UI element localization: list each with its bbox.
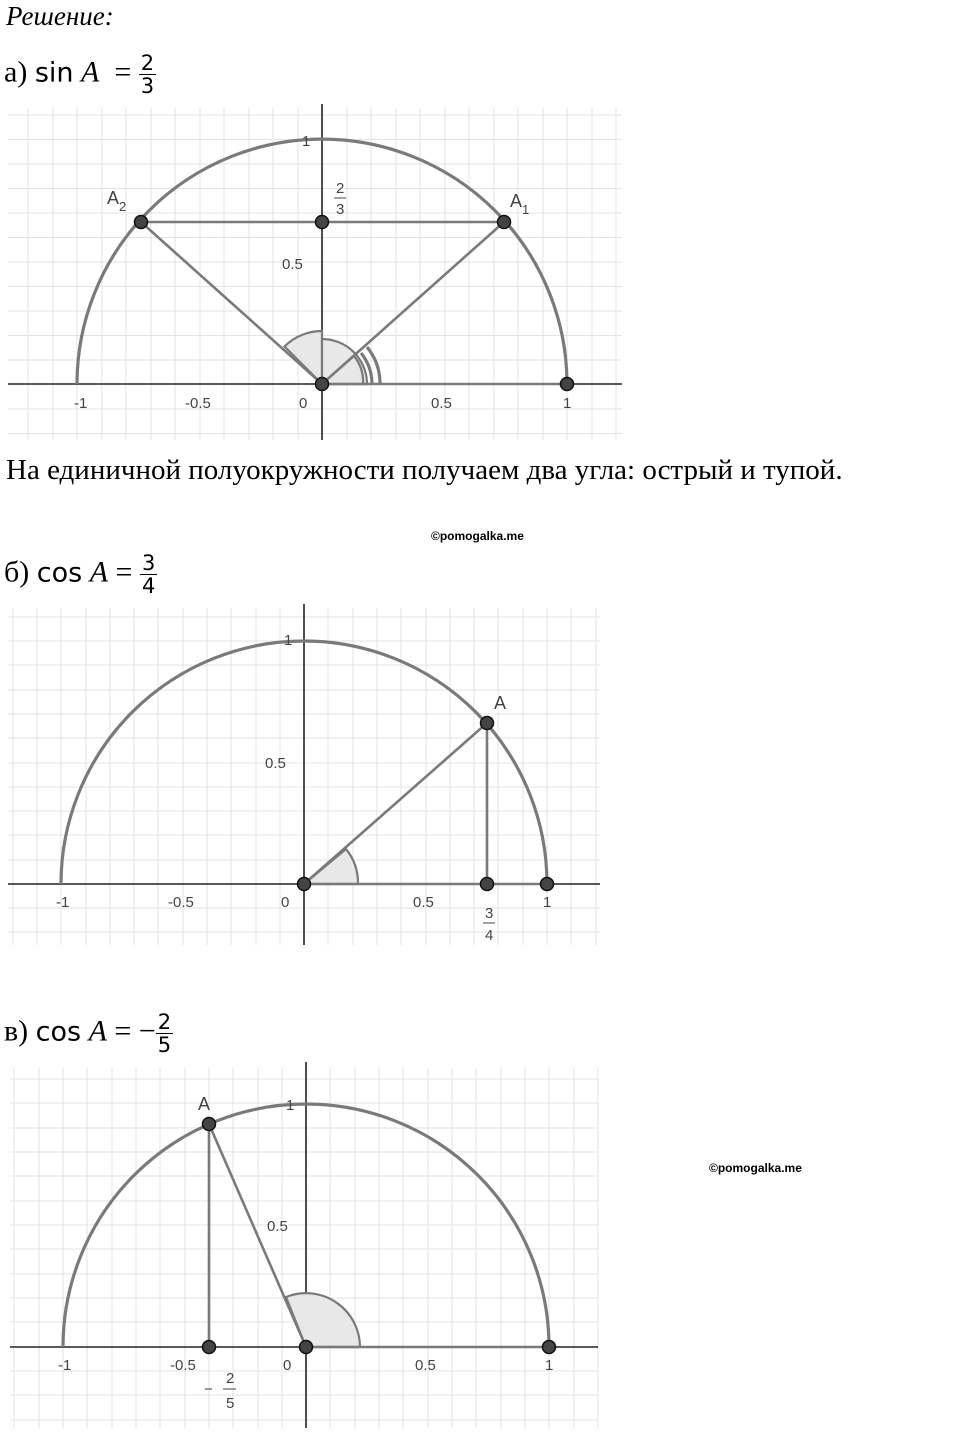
part-a-func: sin bbox=[34, 57, 74, 89]
graph-b bbox=[0, 600, 640, 950]
graph-c-point-one bbox=[543, 1341, 556, 1354]
graph-b-label-a: A bbox=[494, 693, 507, 713]
graph-c-point-a bbox=[203, 1118, 216, 1131]
part-c-label: в) bbox=[4, 1014, 29, 1048]
part-b-num: 3 bbox=[141, 551, 156, 575]
graph-b-origin bbox=[298, 878, 311, 891]
graph-c-tick-1: 1 bbox=[545, 1357, 554, 1374]
graph-b-tick-neg05: -0.5 bbox=[168, 894, 194, 911]
graph-a-grid bbox=[8, 108, 622, 440]
graph-c-value-sign: − bbox=[204, 1381, 213, 1398]
graph-c-tick-neg05: -0.5 bbox=[170, 1357, 196, 1374]
graph-c-grid bbox=[10, 1068, 598, 1428]
part-c-var: A bbox=[88, 1014, 107, 1048]
part-b-den: 4 bbox=[141, 574, 156, 598]
graph-a-point-one bbox=[561, 378, 574, 391]
part-c-num: 2 bbox=[157, 1010, 172, 1034]
part-b-fraction bbox=[140, 552, 157, 597]
part-a-eq: = bbox=[114, 55, 132, 89]
graph-c-value-den: 5 bbox=[226, 1395, 235, 1412]
part-c-den: 5 bbox=[157, 1033, 172, 1057]
part-a-formula bbox=[4, 52, 156, 97]
graph-c-label-a: A bbox=[198, 1094, 211, 1114]
graph-b-point-one bbox=[541, 878, 554, 891]
part-c-eq: = bbox=[114, 1014, 132, 1048]
graph-b-value-num: 3 bbox=[485, 905, 494, 922]
graph-a-tick-neg05: -0.5 bbox=[185, 395, 211, 412]
graph-a-value-num: 2 bbox=[336, 180, 345, 197]
graph-a-value-den: 3 bbox=[336, 201, 345, 218]
graph-a-ytick-1: 1 bbox=[302, 133, 311, 150]
graph-b-ytick-05: 0.5 bbox=[265, 755, 286, 772]
part-b-func: cos bbox=[36, 557, 83, 589]
part-c-fraction bbox=[156, 1011, 173, 1056]
part-a-label: а) bbox=[4, 55, 28, 89]
graph-b-tick-neg1: -1 bbox=[56, 894, 70, 911]
graph-a-ytick-05: 0.5 bbox=[282, 256, 303, 273]
watermark-2: ©pomogalka.me bbox=[709, 1161, 802, 1175]
graph-a-tick-neg1: -1 bbox=[74, 395, 88, 412]
graph-a-label-a1: $A_1$ bbox=[510, 191, 530, 217]
graph-b-tick-05: 0.5 bbox=[413, 894, 434, 911]
part-c-func: cos bbox=[35, 1016, 82, 1048]
part-b-var: A bbox=[89, 555, 109, 589]
graph-b-angle bbox=[304, 849, 358, 884]
graph-a-tick-05: 0.5 bbox=[431, 395, 452, 412]
graph-c-value-num: 2 bbox=[226, 1370, 235, 1387]
graph-c-tick-05: 0.5 bbox=[415, 1357, 436, 1374]
graph-a bbox=[0, 100, 640, 445]
graph-c-ytick-1: 1 bbox=[286, 1097, 295, 1114]
graph-c-tick-0: 0 bbox=[283, 1357, 292, 1374]
conclusion-text: На единичной полуокружности получаем два угла: острый и тупой. bbox=[6, 454, 843, 486]
graph-a-point-a1 bbox=[498, 216, 511, 229]
part-a-fraction bbox=[139, 52, 156, 97]
part-a-num: 2 bbox=[140, 51, 155, 75]
graph-b-point-foot bbox=[481, 878, 494, 891]
graph-b-ytick-1: 1 bbox=[284, 632, 293, 649]
graph-c-point-foot bbox=[203, 1341, 216, 1354]
part-c-formula bbox=[4, 1011, 173, 1056]
part-b-formula bbox=[4, 552, 157, 597]
graph-c-origin bbox=[300, 1341, 313, 1354]
part-b-label: б) bbox=[4, 555, 30, 589]
graph-c-angle bbox=[286, 1293, 360, 1347]
graph-a-obtuse-angle-fill bbox=[285, 331, 323, 384]
graph-a-tick-1: 1 bbox=[563, 395, 572, 412]
graph-a-point-a2 bbox=[135, 216, 148, 229]
part-c-sign: − bbox=[138, 1014, 156, 1048]
part-b-eq: = bbox=[115, 555, 133, 589]
graph-c-ytick-05: 0.5 bbox=[267, 1218, 288, 1235]
part-a-var: A bbox=[81, 55, 100, 89]
watermark-1: ©pomogalka.me bbox=[431, 529, 524, 543]
graph-a-label-a2: $A_2$ bbox=[107, 188, 127, 214]
graph-a-origin bbox=[316, 378, 329, 391]
graph-a-tick-0: 0 bbox=[299, 395, 308, 412]
graph-b-value-den: 4 bbox=[485, 927, 494, 944]
graph-b-point-a bbox=[481, 717, 494, 730]
part-a-den: 3 bbox=[140, 74, 155, 98]
graph-c bbox=[0, 1060, 640, 1432]
graph-a-point-mid bbox=[316, 216, 329, 229]
graph-b-tick-1: 1 bbox=[543, 894, 552, 911]
graph-b-tick-0: 0 bbox=[281, 894, 290, 911]
solution-heading: Решение: bbox=[6, 1, 114, 31]
graph-c-tick-neg1: -1 bbox=[58, 1357, 72, 1374]
